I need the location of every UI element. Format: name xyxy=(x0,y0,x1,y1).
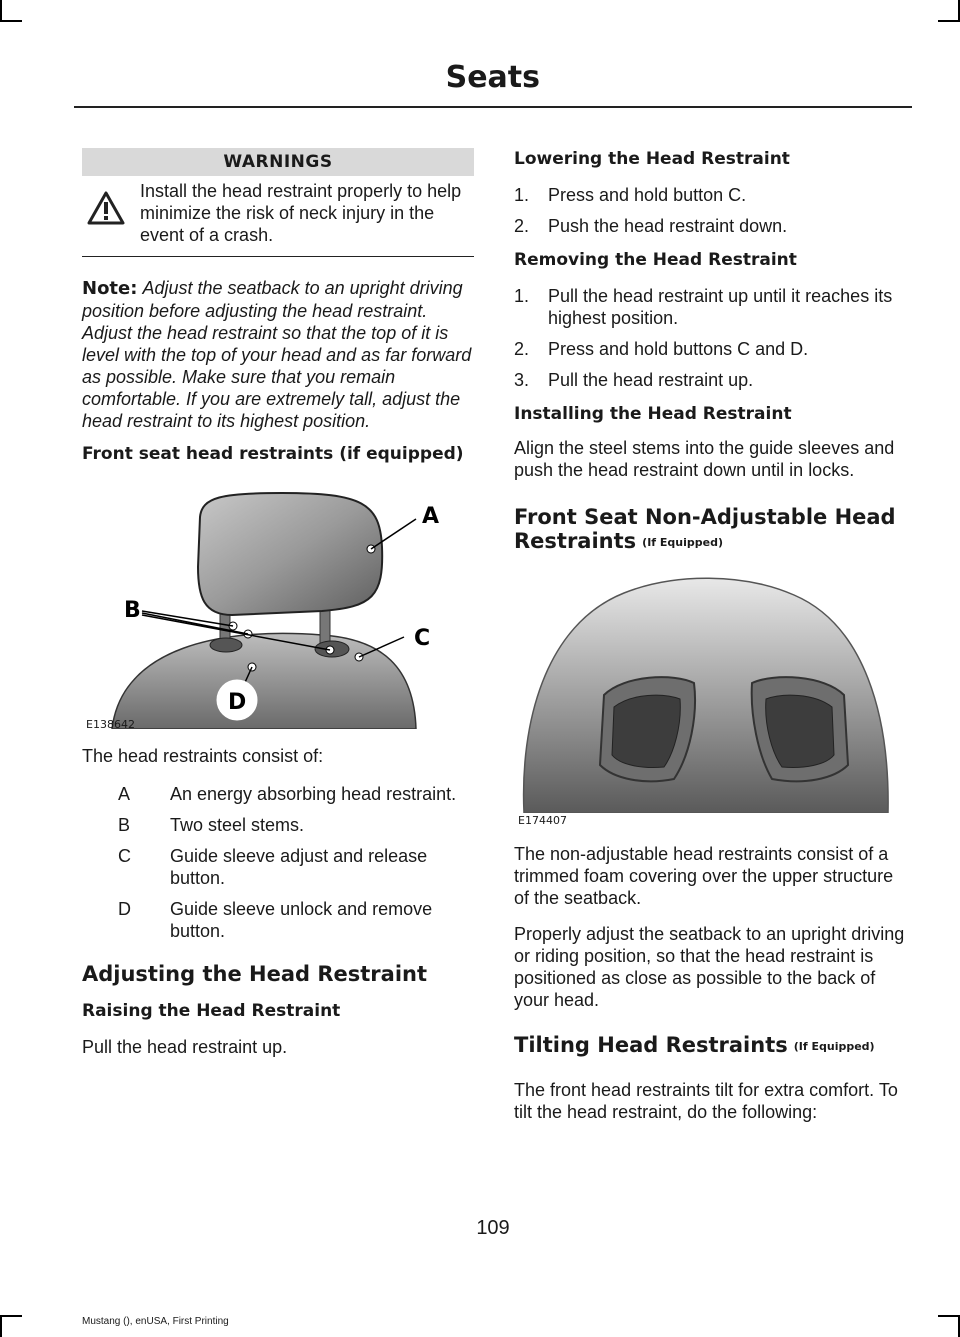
lowering-heading: Lowering the Head Restraint xyxy=(514,149,790,169)
header-rule xyxy=(74,106,912,108)
list-item: B Two steel stems. xyxy=(118,815,305,835)
front-seat-heading: Front seat head restraints (if equipped) xyxy=(82,444,464,464)
crop-mark xyxy=(938,1315,960,1317)
warning-triangle-icon xyxy=(82,180,136,246)
note-label: Note: xyxy=(82,278,138,299)
list-item: 2. Press and hold buttons C and D. xyxy=(514,339,809,359)
callout-b: B xyxy=(124,598,141,623)
callout-d: D xyxy=(228,690,247,715)
removing-steps xyxy=(514,285,908,391)
non-adjustable-text-2: Properly adjust the seatback to an upright driving or riding position, so that the head restraint is positioned as close as possible to the back of your head. xyxy=(514,924,905,1010)
non-adjustable-heading: Front Seat Non-Adjustable Head Restraints (If Equipped) xyxy=(514,505,896,553)
page-title: Seats xyxy=(445,60,540,95)
list-item: 3. Pull the head restraint up. xyxy=(514,370,754,390)
installing-text: Align the steel stems into the guide sleeves and push the head restraint down until in locks. xyxy=(514,438,895,480)
restraint-intro: The head restraints consist of: xyxy=(82,746,324,766)
removing-heading: Removing the Head Restraint xyxy=(514,250,797,270)
list-item: A An energy absorbing head restraint. xyxy=(118,784,457,804)
crop-mark xyxy=(0,1315,2,1337)
warning-text: Install the head restraint properly to help minimize the risk of neck injury in the event of a crash. xyxy=(140,181,462,245)
callout-a: A xyxy=(422,504,440,529)
warning-box xyxy=(82,176,474,257)
tilting-text: The front head restraints tilt for extra comfort. To tilt the head restraint, do the following: xyxy=(514,1080,898,1122)
list-item: 2. Push the head restraint down. xyxy=(514,216,788,236)
list-item: 1. Press and hold button C. xyxy=(514,185,747,205)
head-restraint-figure xyxy=(82,467,474,731)
figure-code: E138642 xyxy=(86,718,135,731)
left-column xyxy=(82,148,474,1058)
right-column xyxy=(514,148,908,1123)
restraint-parts-list xyxy=(118,783,474,942)
non-adjustable-figure xyxy=(514,565,908,827)
warning-heading: WARNINGS xyxy=(82,148,474,176)
callout-c: C xyxy=(414,626,431,651)
raising-text: Pull the head restraint up. xyxy=(82,1037,288,1057)
crop-mark xyxy=(0,20,22,22)
non-adjustable-text-1: The non-adjustable head restraints consist of a trimmed foam covering over the upper structure of the seatback. xyxy=(514,844,894,908)
figure-code: E174407 xyxy=(518,814,567,827)
list-item: 1. Pull the head restraint up until it reaches its highest position. xyxy=(514,286,893,328)
page-number: 109 xyxy=(476,1217,510,1239)
raising-heading: Raising the Head Restraint xyxy=(82,1001,341,1021)
seatback-illustration xyxy=(514,565,892,813)
list-item: C Guide sleeve adjust and release button. xyxy=(118,846,428,888)
installing-heading: Installing the Head Restraint xyxy=(514,404,792,424)
note-paragraph xyxy=(82,277,474,432)
crop-mark xyxy=(0,1315,22,1317)
adjusting-heading: Adjusting the Head Restraint xyxy=(82,962,428,986)
crop-mark xyxy=(0,0,2,22)
tilting-heading: Tilting Head Restraints (If Equipped) xyxy=(514,1033,875,1057)
footer-text: Mustang (), enUSA, First Printing xyxy=(82,1316,229,1327)
note-text: Adjust the seatback to an upright driving position before adjusting the head restraint. Adjust the head restraint so that the top of it is level with the top of your head and as far forward as possible. Make sure that you remain comfortable. If you are extremely tall, adjust the head restraint to its highest position. xyxy=(82,278,472,431)
crop-mark xyxy=(938,20,960,22)
list-item: D Guide sleeve unlock and remove button. xyxy=(118,899,433,941)
head-restraint-illustration xyxy=(82,467,474,729)
lowering-steps xyxy=(514,184,908,237)
